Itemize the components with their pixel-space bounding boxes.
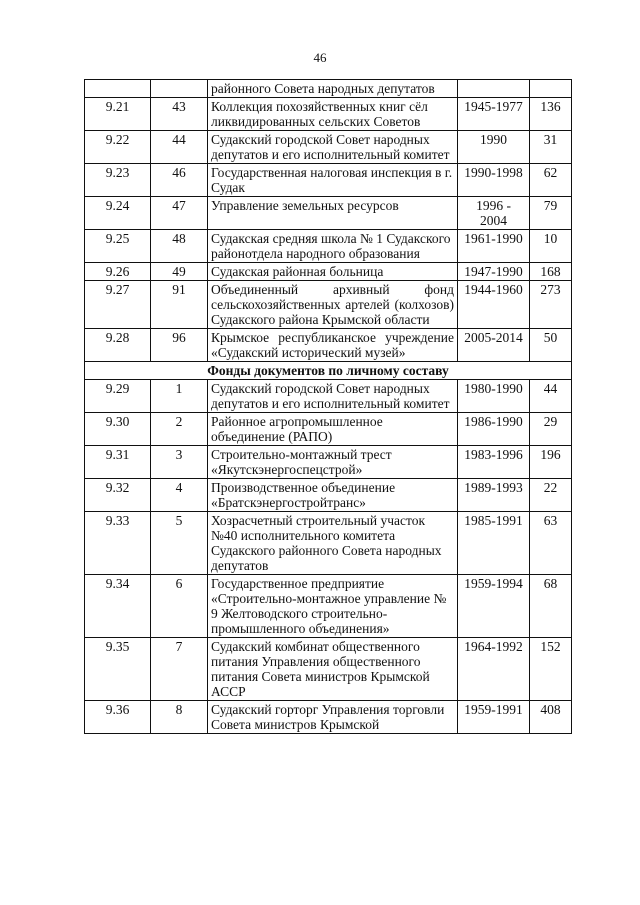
fond-name-cell: Районное агропромышленное объединение (РАПО) xyxy=(208,413,458,446)
count-cell: 408 xyxy=(530,701,572,734)
row-number-cell: 9.22 xyxy=(85,131,151,164)
fond-name-cell: Управление земельных ресурсов xyxy=(208,197,458,230)
section-header-group xyxy=(85,362,572,380)
years-cell: 1986-1990 xyxy=(458,413,530,446)
table-row xyxy=(85,281,572,329)
fond-number-cell: 47 xyxy=(151,197,208,230)
row-number-cell: 9.29 xyxy=(85,380,151,413)
years-cell xyxy=(458,80,530,98)
years-cell: 1945-1977 xyxy=(458,98,530,131)
row-number-cell: 9.28 xyxy=(85,329,151,362)
fond-number-cell: 43 xyxy=(151,98,208,131)
fond-name-cell: Судакский городской Совет народных депутатов и его исполнительный комитет xyxy=(208,131,458,164)
fond-number-cell: 44 xyxy=(151,131,208,164)
section-header: Фонды документов по личному составу xyxy=(85,362,572,380)
count-cell: 68 xyxy=(530,575,572,638)
count-cell: 152 xyxy=(530,638,572,701)
fond-name-cell: Государственное предприятие «Строительно-монтажное управление № 9 Желтоводского строительно-промышленного объединения» xyxy=(208,575,458,638)
row-number-cell: 9.34 xyxy=(85,575,151,638)
fond-name-cell: Судакский городской Совет народных депутатов и его исполнительный комитет xyxy=(208,380,458,413)
fond-name-cell: Судакский горторг Управления торговли Совета министров Крымской xyxy=(208,701,458,734)
years-cell: 1985-1991 xyxy=(458,512,530,575)
years-cell: 1989-1993 xyxy=(458,479,530,512)
fond-number-cell: 8 xyxy=(151,701,208,734)
count-cell: 44 xyxy=(530,380,572,413)
table-row xyxy=(85,413,572,446)
table-row xyxy=(85,131,572,164)
years-cell: 1983-1996 xyxy=(458,446,530,479)
fond-name-cell: Коллекция похозяйственных книг сёл ликвидированных сельских Советов xyxy=(208,98,458,131)
row-number-cell: 9.36 xyxy=(85,701,151,734)
table-row xyxy=(85,701,572,734)
fond-name-cell: Судакская районная больница xyxy=(208,263,458,281)
fond-name-cell: Судакский комбинат общественного питания Управления общественного питания Совета министров Крымской АССР xyxy=(208,638,458,701)
fond-name-cell: Крымское республиканское учреждение «Судакский исторический музей» xyxy=(208,329,458,362)
rows-group-a xyxy=(85,98,572,362)
fond-number-cell: 5 xyxy=(151,512,208,575)
row-number-cell: 9.21 xyxy=(85,98,151,131)
count-cell: 136 xyxy=(530,98,572,131)
table-row xyxy=(85,638,572,701)
fond-number-cell: 7 xyxy=(151,638,208,701)
fond-number-cell: 46 xyxy=(151,164,208,197)
table-row xyxy=(85,479,572,512)
fond-name-cell: Государственная налоговая инспекция в г. Судак xyxy=(208,164,458,197)
fond-number-cell: 3 xyxy=(151,446,208,479)
table-row xyxy=(85,98,572,131)
table-body xyxy=(85,80,572,98)
fond-number-cell: 6 xyxy=(151,575,208,638)
table-row xyxy=(85,329,572,362)
row-number-cell: 9.23 xyxy=(85,164,151,197)
fond-number-cell: 48 xyxy=(151,230,208,263)
count-cell xyxy=(530,80,572,98)
count-cell: 79 xyxy=(530,197,572,230)
fond-name-cell: Хозрасчетный строительный участок №40 исполнительного комитета Судакского районного Совета народных депутатов xyxy=(208,512,458,575)
years-cell: 2005-2014 xyxy=(458,329,530,362)
fond-number-cell: 91 xyxy=(151,281,208,329)
table-row xyxy=(85,80,572,98)
count-cell: 10 xyxy=(530,230,572,263)
years-cell: 1947-1990 xyxy=(458,263,530,281)
row-number-cell: 9.25 xyxy=(85,230,151,263)
rows-group-b xyxy=(85,380,572,734)
count-cell: 273 xyxy=(530,281,572,329)
count-cell: 63 xyxy=(530,512,572,575)
fond-name-cell: Объединенный архивный фонд сельскохозяйственных артелей (колхозов) Судакского района Крымской области xyxy=(208,281,458,329)
section-header-row xyxy=(85,362,572,380)
fond-name-cell: Судакская средняя школа № 1 Судакского районотдела народного образования xyxy=(208,230,458,263)
row-number-cell: 9.30 xyxy=(85,413,151,446)
table-row xyxy=(85,380,572,413)
row-number-cell: 9.35 xyxy=(85,638,151,701)
table-row xyxy=(85,575,572,638)
fond-name-cell: Производственное объединение «Братскэнергостройтранс» xyxy=(208,479,458,512)
table-row xyxy=(85,164,572,197)
table-row xyxy=(85,230,572,263)
fond-number-cell: 49 xyxy=(151,263,208,281)
fond-number-cell: 2 xyxy=(151,413,208,446)
years-cell: 1961-1990 xyxy=(458,230,530,263)
fonds-table xyxy=(84,79,572,734)
table-row xyxy=(85,263,572,281)
years-cell: 1990 xyxy=(458,131,530,164)
years-cell: 1944-1960 xyxy=(458,281,530,329)
count-cell: 168 xyxy=(530,263,572,281)
row-number-cell: 9.31 xyxy=(85,446,151,479)
count-cell: 29 xyxy=(530,413,572,446)
row-number-cell: 9.33 xyxy=(85,512,151,575)
count-cell: 31 xyxy=(530,131,572,164)
fond-number-cell: 4 xyxy=(151,479,208,512)
row-number-cell: 9.26 xyxy=(85,263,151,281)
count-cell: 196 xyxy=(530,446,572,479)
years-cell: 1990-1998 xyxy=(458,164,530,197)
fond-number-cell: 1 xyxy=(151,380,208,413)
table-row xyxy=(85,446,572,479)
years-cell: 1964-1992 xyxy=(458,638,530,701)
table-row xyxy=(85,197,572,230)
years-cell: 1980-1990 xyxy=(458,380,530,413)
page-number: 46 xyxy=(313,50,327,65)
fond-name-cell: Строительно-монтажный трест «Якутскэнергоспецстрой» xyxy=(208,446,458,479)
fond-number-cell xyxy=(151,80,208,98)
row-number-cell: 9.24 xyxy=(85,197,151,230)
years-cell: 1996 - 2004 xyxy=(458,197,530,230)
fond-name-cell: районного Совета народных депутатов xyxy=(208,80,458,98)
table-row xyxy=(85,512,572,575)
count-cell: 62 xyxy=(530,164,572,197)
count-cell: 50 xyxy=(530,329,572,362)
years-cell: 1959-1991 xyxy=(458,701,530,734)
count-cell: 22 xyxy=(530,479,572,512)
row-number-cell: 9.32 xyxy=(85,479,151,512)
row-number-cell: 9.27 xyxy=(85,281,151,329)
row-number-cell xyxy=(85,80,151,98)
fond-number-cell: 96 xyxy=(151,329,208,362)
years-cell: 1959-1994 xyxy=(458,575,530,638)
